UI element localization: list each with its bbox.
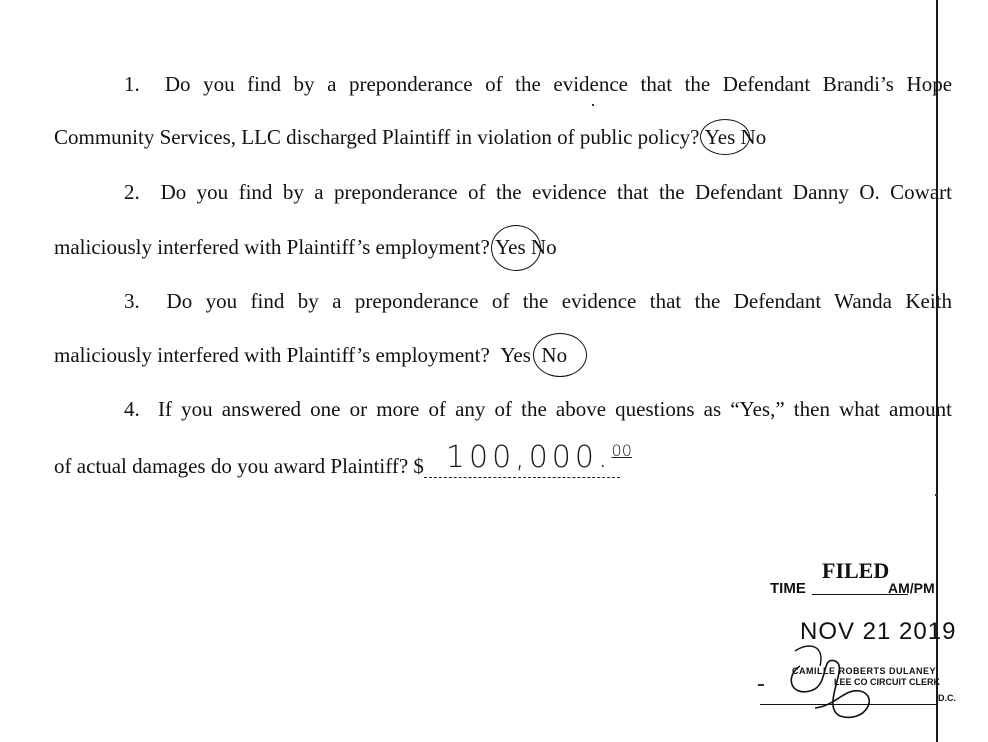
question-2-line-2 bbox=[54, 235, 557, 259]
question-3-yes[interactable]: Yes bbox=[500, 343, 531, 367]
question-2-text: Do you find by a preponderance of the evidence that the Defendant Danny O. Cowart bbox=[160, 180, 952, 204]
filed-stamp-clerk-name: CAMILLE ROBERTS DULANEY bbox=[792, 666, 936, 676]
question-3-line-2 bbox=[54, 343, 567, 367]
question-2-yes[interactable]: Yes bbox=[495, 235, 526, 259]
filed-stamp-date: NOV 21 2019 bbox=[800, 618, 957, 645]
question-1-text-cont: Community Services, LLC discharged Plaintiff in violation of public policy? bbox=[54, 125, 700, 149]
question-4-number: 4. bbox=[124, 397, 140, 421]
question-2-line-1 bbox=[124, 180, 952, 204]
filed-stamp-clerk-title: LEE CO CIRCUIT CLERK bbox=[834, 677, 941, 687]
signature-scribble-icon bbox=[780, 636, 890, 726]
question-3-text: Do you find by a preponderance of the evidence that the Defendant Wanda Keith bbox=[166, 289, 953, 313]
scan-speck bbox=[592, 104, 594, 106]
question-1-line-2 bbox=[54, 125, 766, 149]
question-3-text-cont: maliciously interfered with Plaintiff’s employment? bbox=[54, 343, 490, 367]
question-2-no[interactable]: No bbox=[530, 235, 557, 259]
question-3-number: 3. bbox=[124, 289, 140, 313]
question-1-number: 1. bbox=[124, 72, 140, 96]
question-3-no[interactable]: No bbox=[541, 343, 567, 367]
filed-stamp-dc: D.C. bbox=[938, 693, 956, 703]
question-1-line-1 bbox=[124, 72, 952, 96]
filed-stamp-title: FILED bbox=[822, 558, 890, 583]
question-4-text: If you answered one or more of any of the above questions as “Yes,” then what amount bbox=[158, 397, 953, 421]
question-2-text-cont: maliciously interfered with Plaintiff’s employment? bbox=[54, 235, 490, 259]
filed-stamp-ampm: AM/PM bbox=[888, 580, 935, 596]
damages-amount-cents: 00 bbox=[611, 441, 632, 460]
question-2-number: 2. bbox=[124, 180, 140, 204]
question-4-line-1 bbox=[124, 397, 952, 421]
damages-amount-field[interactable] bbox=[424, 440, 632, 478]
question-4-line-2 bbox=[54, 440, 632, 478]
question-1-yes[interactable]: Yes bbox=[705, 125, 736, 149]
question-1-no[interactable]: No bbox=[740, 125, 767, 149]
filed-stamp-time-label: TIME bbox=[770, 580, 806, 597]
question-4-text-cont: of actual damages do you award Plaintiff? $ bbox=[54, 454, 424, 478]
scan-speck bbox=[758, 684, 764, 686]
question-3-line-1 bbox=[124, 289, 952, 313]
scan-speck bbox=[935, 494, 937, 496]
question-1-text: Do you find by a preponderance of the evidence that the Defendant Brandi’s Hope bbox=[164, 72, 953, 96]
damages-amount-handwritten: 100,000.00 bbox=[445, 440, 632, 475]
